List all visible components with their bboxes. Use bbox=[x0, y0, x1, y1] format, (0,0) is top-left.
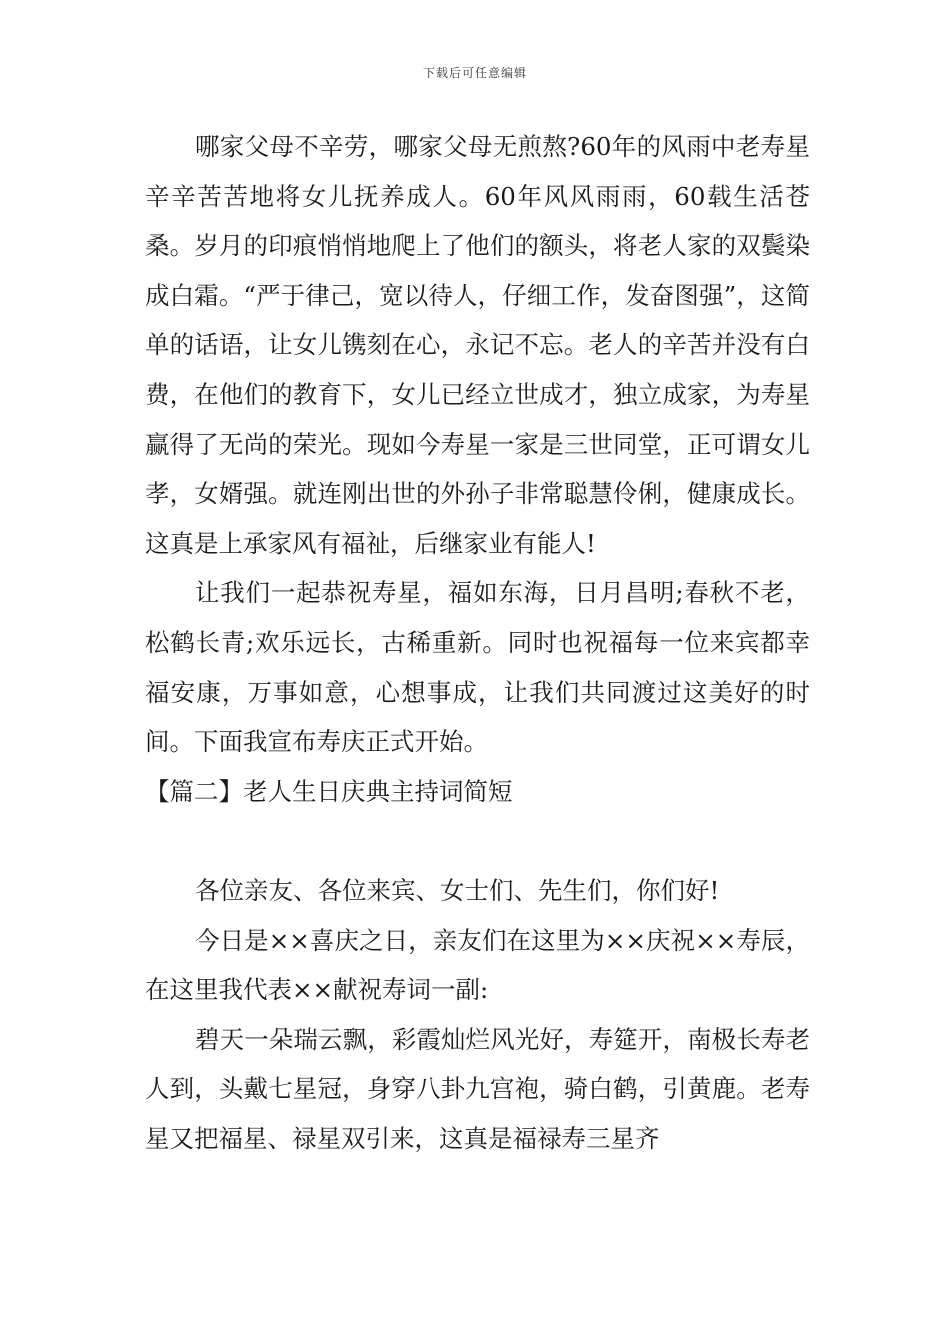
paragraph-occasion: 今日是××喜庆之日，亲友们在这里为××庆祝××寿辰，在这里我代表××献祝寿词一副: bbox=[145, 925, 810, 1005]
paragraph-parents-hardship: 哪家父母不辛劳，哪家父母无煎熬?60年的风雨中老寿星辛辛苦苦地将女儿抚养成人。60年风风雨雨，60载生活苍桑。岁月的印痕悄悄地爬上了他们的额头，将老人家的双鬓染成白霜。“严于律己，宽以待人，仔细工作，发奋图强”，这简单的话语，让女儿镌刻在心，永记不忘。老人的辛苦并没有白费，在他们的教育下，女儿已经立世成才，独立成家，为寿星赢得了无尚的荣光。现如今寿星一家是三世同堂，正可谓女儿孝，女婿强。就连刚出世的外孙子非常聪慧伶俐，健康成长。这真是上承家风有福祉，后继家业有能人! bbox=[145, 132, 810, 558]
paragraph-birthday-blessing: 让我们一起恭祝寿星，福如东海，日月昌明;春秋不老，松鹤长青;欢乐远长，古稀重新。同时也祝福每一位来宾都幸福安康，万事如意，心想事成，让我们共同渡过这美好的时间。下面我宣布寿庆正式开始。 bbox=[145, 578, 810, 757]
blank-line bbox=[145, 816, 810, 866]
page-header: 下载后可任意编辑 bbox=[422, 66, 527, 80]
paragraph-greeting: 各位亲友、各位来宾、女士们、先生们，你们好! bbox=[195, 875, 720, 905]
section-heading: 【篇二】老人生日庆典主持词简短 bbox=[145, 776, 513, 806]
document-body bbox=[145, 122, 810, 1163]
paragraph-longevity-verse: 碧天一朵瑞云飘，彩霞灿烂风光好，寿筵开，南极长寿老人到，头戴七星冠，身穿八卦九宫袍，骑白鹤，引黄鹿。老寿星又把福星、禄星双引来，这真是福禄寿三星齐 bbox=[145, 1024, 810, 1153]
